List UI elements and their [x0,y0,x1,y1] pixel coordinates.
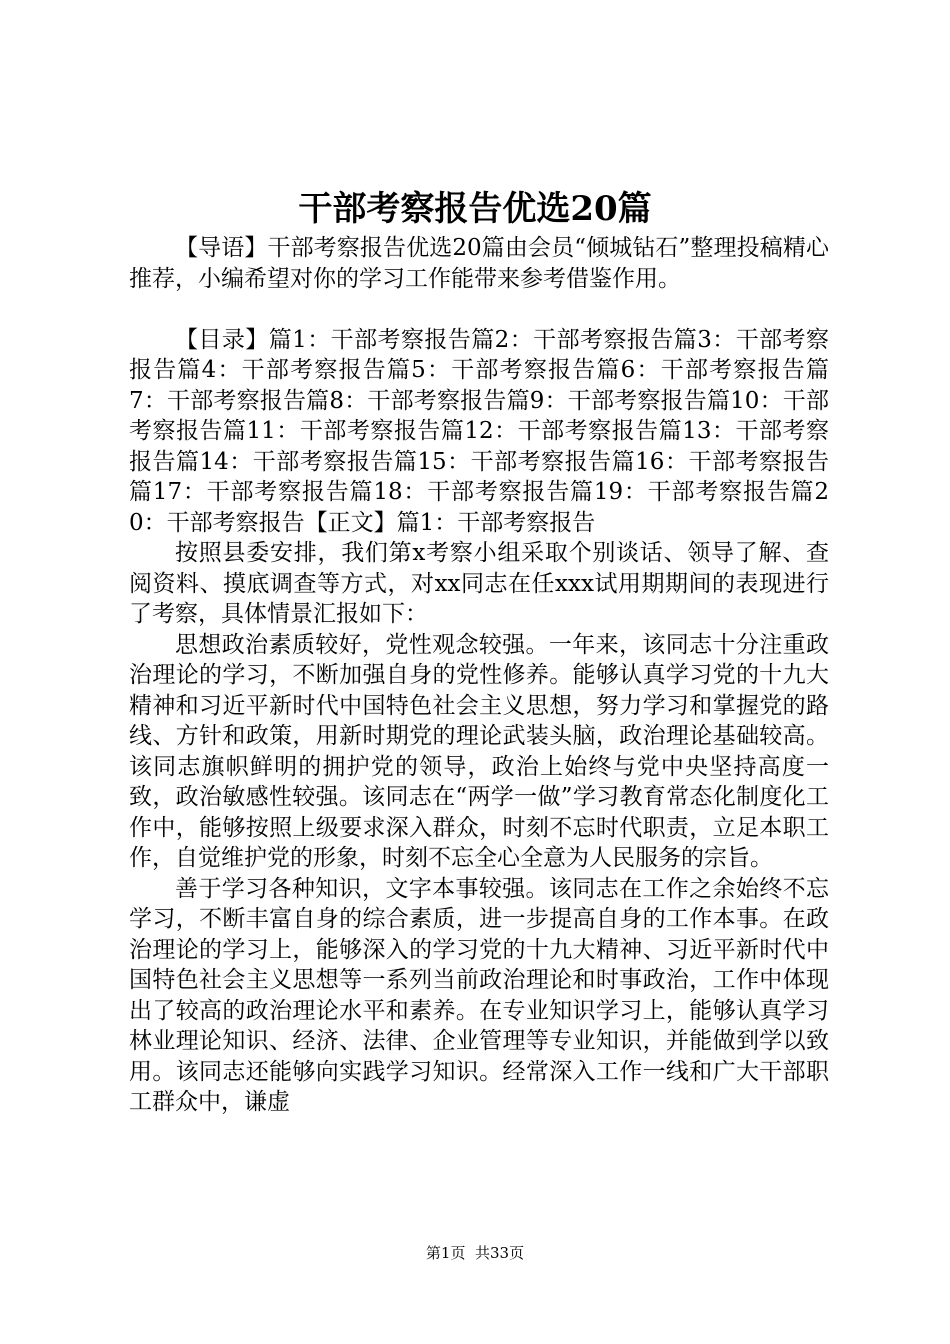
page-footer [0,1243,950,1263]
body-paragraph: 善于学习各种知识，文字本事较强。该同志在工作之余始终不忘学习，不断丰富自身的综合素质，进一步提高自身的工作本事。在政治理论的学习上，能够深入的学习党的十九大精神、习近平新时代中国特色社会主义思想等一系列当前政治理论和时事政治，工作中体现出了较高的政治理论水平和素养。在专业知识学习上，能够认真学习林业理论知识、经济、法律、企业管理等专业知识，并能做到学以致用。该同志还能够向实践学习知识。经常深入工作一线和广大干部职工群众中，谦虚 [129,875,829,1115]
body-paragraph: 思想政治素质较好，党性观念较强。一年来，该同志十分注重政治理论的学习，不断加强自身的党性修养。能够认真学习党的十九大精神和习近平新时代中国特色社会主义思想，努力学习和掌握党的路线、方针和政策，用新时期党的理论武装头脑，政治理论基础较高。该同志旗帜鲜明的拥护党的领导，政治上始终与党中央坚持高度一致，政治敏感性较强。该同志在“两学一做”学习教育常态化制度化工作中，能够按照上级要求深入群众，时刻不忘时代职责，立足本职工作，自觉维护党的形象，时刻不忘全心全意为人民服务的宗旨。 [129,631,829,871]
document-body [129,233,829,1118]
intro-paragraph: 【导语】干部考察报告优选20篇由会员“倾城钻石”整理投稿精心推荐，小编希望对你的学习工作能带来参考借鉴作用。 [129,235,829,292]
page-number: 第1页 [425,1244,466,1262]
document-title: 干部考察报告优选20篇 [298,189,652,229]
page-total: 共33页 [475,1244,525,1262]
contents-paragraph: 【目录】篇1：干部考察报告篇2：干部考察报告篇3：干部考察报告篇4：干部考察报告篇5：干部考察报告篇6：干部考察报告篇7：干部考察报告篇8：干部考察报告篇9：干部考察报告篇10：干部考察报告篇11：干部考察报告篇12：干部考察报告篇13：干部考察报告篇14：干部考察报告篇15：干部考察报告篇16：干部考察报告篇17：干部考察报告篇18：干部考察报告篇19：干部考察报告篇20：干部考察报告【正文】篇1：干部考察报告 [129,326,829,536]
body-paragraph: 按照县委安排，我们第x考察小组采取个别谈话、领导了解、查阅资料、摸底调查等方式，对xx同志在任xxx试用期期间的表现进行了考察，具体情景汇报如下： [129,540,829,627]
